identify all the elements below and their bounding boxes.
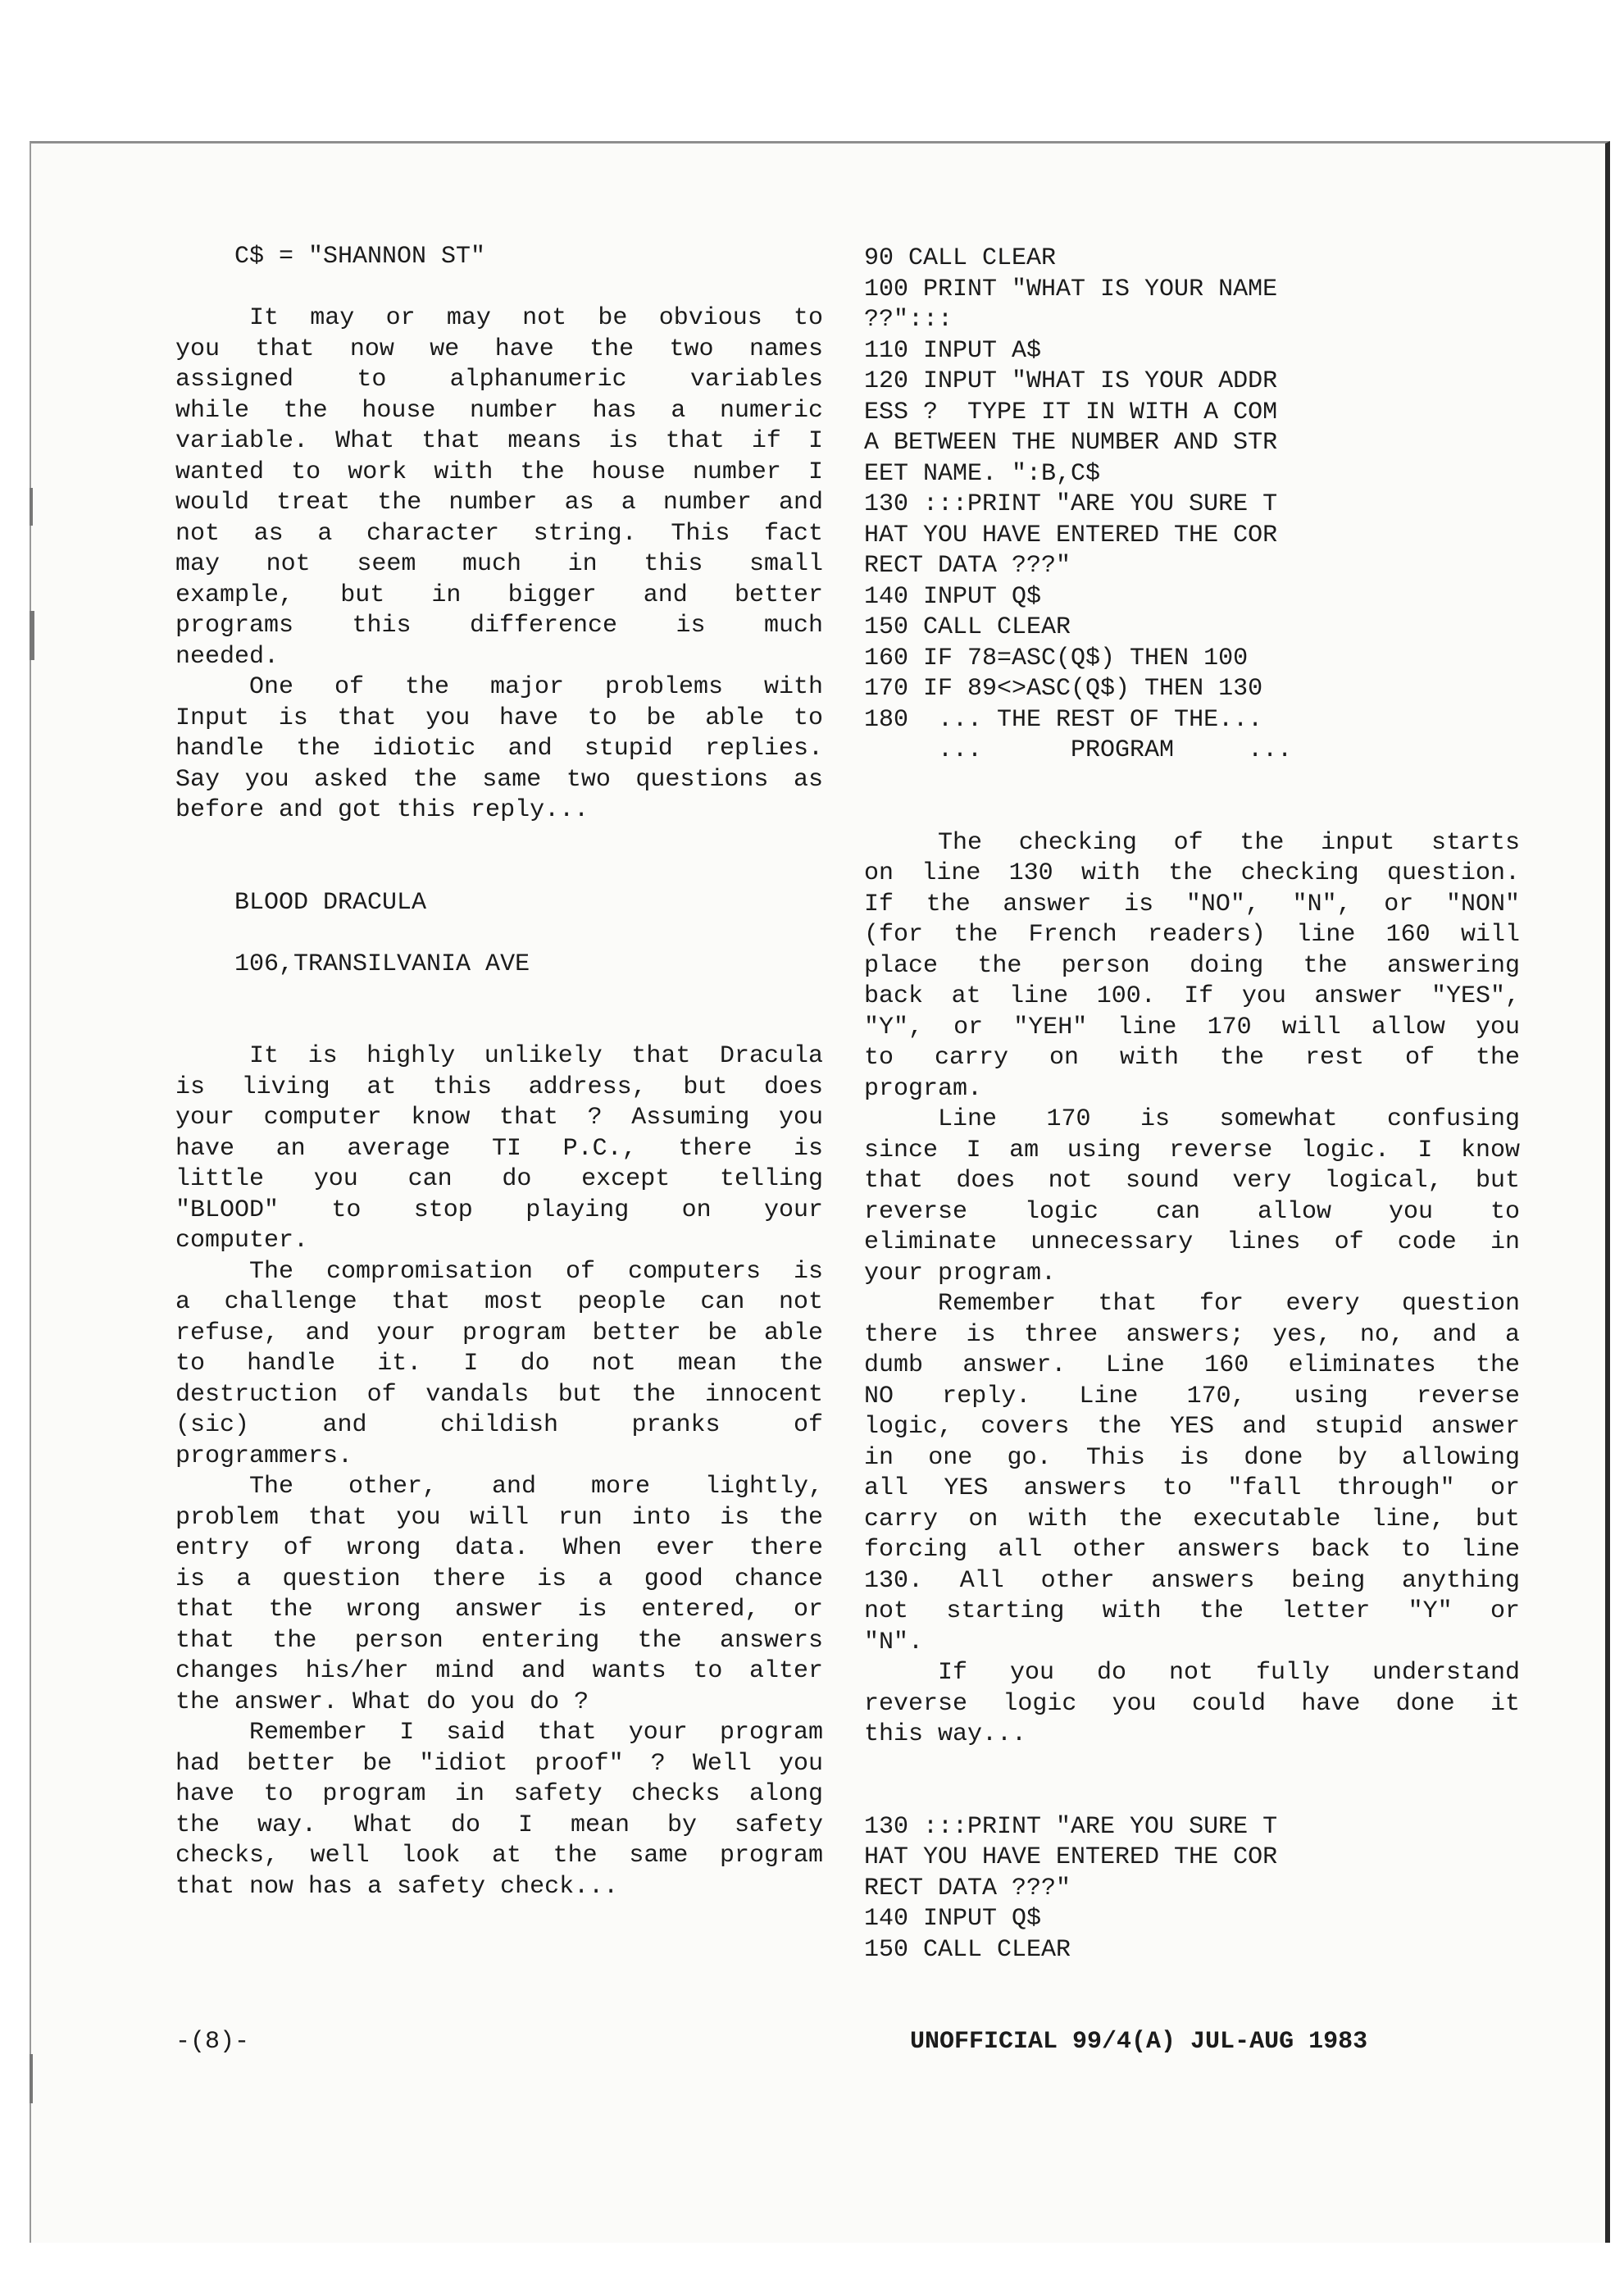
text-line: since I am using reverse logic. I know bbox=[864, 1136, 1520, 1164]
text-line: have an average TI P.C., there is bbox=[175, 1134, 823, 1163]
text-line: destruction of vandals but the innocent bbox=[175, 1380, 823, 1409]
text-line: 90 CALL CLEAR bbox=[864, 244, 1057, 272]
text-line: programmers. bbox=[175, 1442, 353, 1470]
text-line: Input is that you have to be able to bbox=[175, 704, 823, 732]
publication-footer: UNOFFICIAL 99/4(A) JUL-AUG 1983 bbox=[910, 2028, 1368, 2056]
text-line: Remember I said that your program bbox=[249, 1719, 823, 1747]
text-line: changes his/her mind and wants to alter bbox=[175, 1657, 823, 1685]
text-line: (sic) and childish pranks of bbox=[175, 1411, 823, 1439]
text-line: would treat the number as a number and bbox=[175, 489, 823, 517]
text-line: Say you asked the same two questions as bbox=[175, 765, 823, 794]
text-line: carry on with the executable line, but bbox=[864, 1505, 1520, 1533]
text-line: 130. All other answers being anything bbox=[864, 1566, 1520, 1595]
text-line: 106,TRANSILVANIA AVE bbox=[175, 950, 530, 978]
text-line: your program. bbox=[864, 1259, 1057, 1287]
text-line: 100 PRINT "WHAT IS YOUR NAME bbox=[864, 275, 1278, 303]
text-line: variable. What that means is that if I bbox=[175, 427, 823, 455]
text-line: 140 INPUT Q$ bbox=[864, 1905, 1042, 1933]
text-line: that now has a safety check... bbox=[175, 1872, 619, 1901]
text-line: 130 :::PRINT "ARE YOU SURE T bbox=[864, 490, 1278, 518]
text-line: example, but in bigger and better bbox=[175, 581, 823, 609]
text-line bbox=[864, 1751, 1520, 1782]
text-line: had better be "idiot proof" ? Well you bbox=[175, 1749, 823, 1778]
text-line: a challenge that most people can not bbox=[175, 1288, 823, 1316]
text-line bbox=[175, 827, 823, 858]
text-line: to handle it. I do not mean the bbox=[175, 1350, 823, 1378]
text-line: 180 ... THE REST OF THE... bbox=[864, 705, 1263, 734]
text-line: all YES answers to "fall through" or bbox=[864, 1474, 1520, 1502]
text-line: your computer know that ? Assuming you bbox=[175, 1104, 823, 1132]
text-line: It is highly unlikely that Dracula bbox=[249, 1042, 823, 1070]
text-line: that the wrong answer is entered, or bbox=[175, 1596, 823, 1624]
page-number: -(8)- bbox=[175, 2028, 250, 2056]
text-line: RECT DATA ???" bbox=[864, 552, 1071, 580]
text-line: EET NAME. ":B,C$ bbox=[864, 459, 1101, 488]
text-line: to carry on with the rest of the bbox=[864, 1044, 1520, 1072]
text-line: programs this difference is much bbox=[175, 612, 823, 640]
text-line: ??"::: bbox=[864, 306, 953, 334]
text-line: The compromisation of computers is bbox=[249, 1257, 823, 1286]
text-line: the answer. What do you do ? bbox=[175, 1688, 589, 1716]
text-line: "Y", or "YEH" line 170 will allow you bbox=[864, 1013, 1520, 1041]
text-line bbox=[175, 273, 823, 304]
text-line bbox=[175, 918, 823, 950]
text-line: back at line 100. If you answer "YES", bbox=[864, 982, 1520, 1010]
text-line: before and got this reply... bbox=[175, 796, 589, 824]
text-line: have to program in safety checks along bbox=[175, 1780, 823, 1808]
text-line: you that now we have the two names bbox=[175, 335, 823, 363]
text-line: RECT DATA ???" bbox=[864, 1874, 1071, 1902]
text-line: (for the French readers) line 160 will bbox=[864, 921, 1520, 949]
text-line: "BLOOD" to stop playing on your bbox=[175, 1196, 823, 1224]
text-line: reverse logic can allow you to bbox=[864, 1197, 1520, 1226]
text-line: 140 INPUT Q$ bbox=[864, 582, 1042, 611]
text-line: If the answer is "NO", "N", or "NON" bbox=[864, 890, 1520, 918]
text-line: that the person entering the answers bbox=[175, 1626, 823, 1655]
text-line: ... PROGRAM ... bbox=[864, 736, 1293, 764]
text-line: handle the idiotic and stupid replies. bbox=[175, 735, 823, 763]
text-line: 120 INPUT "WHAT IS YOUR ADDR bbox=[864, 367, 1278, 395]
text-line: HAT YOU HAVE ENTERED THE COR bbox=[864, 1843, 1278, 1871]
text-line: assigned to alphanumeric variables bbox=[175, 366, 823, 394]
text-line: not starting with the letter "Y" or bbox=[864, 1597, 1520, 1625]
text-line: program. bbox=[864, 1074, 983, 1103]
text-line: 160 IF 78=ASC(Q$) THEN 100 bbox=[864, 644, 1249, 672]
text-line bbox=[864, 797, 1520, 828]
text-line: entry of wrong data. When ever there bbox=[175, 1534, 823, 1562]
text-line: this way... bbox=[864, 1720, 1027, 1748]
text-line: A BETWEEN THE NUMBER AND STR bbox=[864, 429, 1278, 457]
text-line: place the person doing the answering bbox=[864, 951, 1520, 980]
text-line: computer. bbox=[175, 1227, 309, 1255]
text-line: ESS ? TYPE IT IN WITH A COM bbox=[864, 398, 1278, 426]
text-line: The other, and more lightly, bbox=[249, 1473, 823, 1501]
text-line: 150 CALL CLEAR bbox=[864, 613, 1071, 641]
text-line bbox=[864, 1781, 1520, 1812]
text-line: 130 :::PRINT "ARE YOU SURE T bbox=[864, 1812, 1278, 1841]
text-line bbox=[175, 980, 823, 1011]
text-line: BLOOD DRACULA bbox=[175, 888, 427, 917]
text-line: not as a character string. This fact bbox=[175, 519, 823, 548]
text-line: 150 CALL CLEAR bbox=[864, 1935, 1071, 1964]
text-line: One of the major problems with bbox=[249, 673, 823, 701]
scan-mark bbox=[30, 488, 33, 526]
text-line: in one go. This is done by allowing bbox=[864, 1443, 1520, 1472]
text-line: C$ = "SHANNON ST" bbox=[175, 243, 486, 271]
text-line: forcing all other answers back to line bbox=[864, 1536, 1520, 1564]
text-line bbox=[175, 857, 823, 888]
text-line: NO reply. Line 170, using reverse bbox=[864, 1382, 1520, 1410]
text-line: 170 IF 89<>ASC(Q$) THEN 130 bbox=[864, 675, 1263, 703]
left-column bbox=[175, 242, 823, 1902]
text-line: eliminate unnecessary lines of code in bbox=[864, 1228, 1520, 1256]
text-line: reverse logic you could have done it bbox=[864, 1689, 1520, 1718]
text-line: Remember that for every question bbox=[938, 1290, 1520, 1318]
text-line: It may or may not be obvious to bbox=[249, 304, 823, 332]
text-line: is a question there is a good chance bbox=[175, 1565, 823, 1593]
text-line: may not seem much in this small bbox=[175, 550, 823, 578]
right-column bbox=[864, 244, 1520, 1966]
text-line: checks, well look at the same program bbox=[175, 1842, 823, 1870]
text-line: logic, covers the YES and stupid answer bbox=[864, 1413, 1520, 1441]
text-line: dumb answer. Line 160 eliminates the bbox=[864, 1351, 1520, 1379]
text-line: little you can do except telling bbox=[175, 1165, 823, 1193]
text-line: If you do not fully understand bbox=[938, 1659, 1520, 1687]
text-line: HAT YOU HAVE ENTERED THE COR bbox=[864, 521, 1278, 549]
text-line bbox=[864, 767, 1520, 798]
text-line: The checking of the input starts bbox=[938, 828, 1520, 857]
scan-mark bbox=[30, 2054, 33, 2103]
text-line: needed. bbox=[175, 642, 280, 671]
text-line bbox=[175, 1011, 823, 1042]
text-line: problem that you will run into is the bbox=[175, 1503, 823, 1532]
text-line: wanted to work with the house number I bbox=[175, 458, 823, 486]
scan-mark bbox=[30, 611, 34, 660]
text-line: Line 170 is somewhat confusing bbox=[938, 1105, 1520, 1133]
text-line: "N". bbox=[864, 1628, 924, 1656]
text-line: that does not sound very logical, but bbox=[864, 1167, 1520, 1195]
text-line: refuse, and your program better be able bbox=[175, 1319, 823, 1347]
text-line: is living at this address, but does bbox=[175, 1073, 823, 1101]
text-line: while the house number has a numeric bbox=[175, 396, 823, 425]
text-line: the way. What do I mean by safety bbox=[175, 1811, 823, 1839]
text-line: there is three answers; yes, no, and a bbox=[864, 1320, 1520, 1349]
newsletter-page bbox=[30, 141, 1610, 2243]
text-line: on line 130 with the checking question. bbox=[864, 859, 1520, 887]
text-line: 110 INPUT A$ bbox=[864, 336, 1042, 365]
